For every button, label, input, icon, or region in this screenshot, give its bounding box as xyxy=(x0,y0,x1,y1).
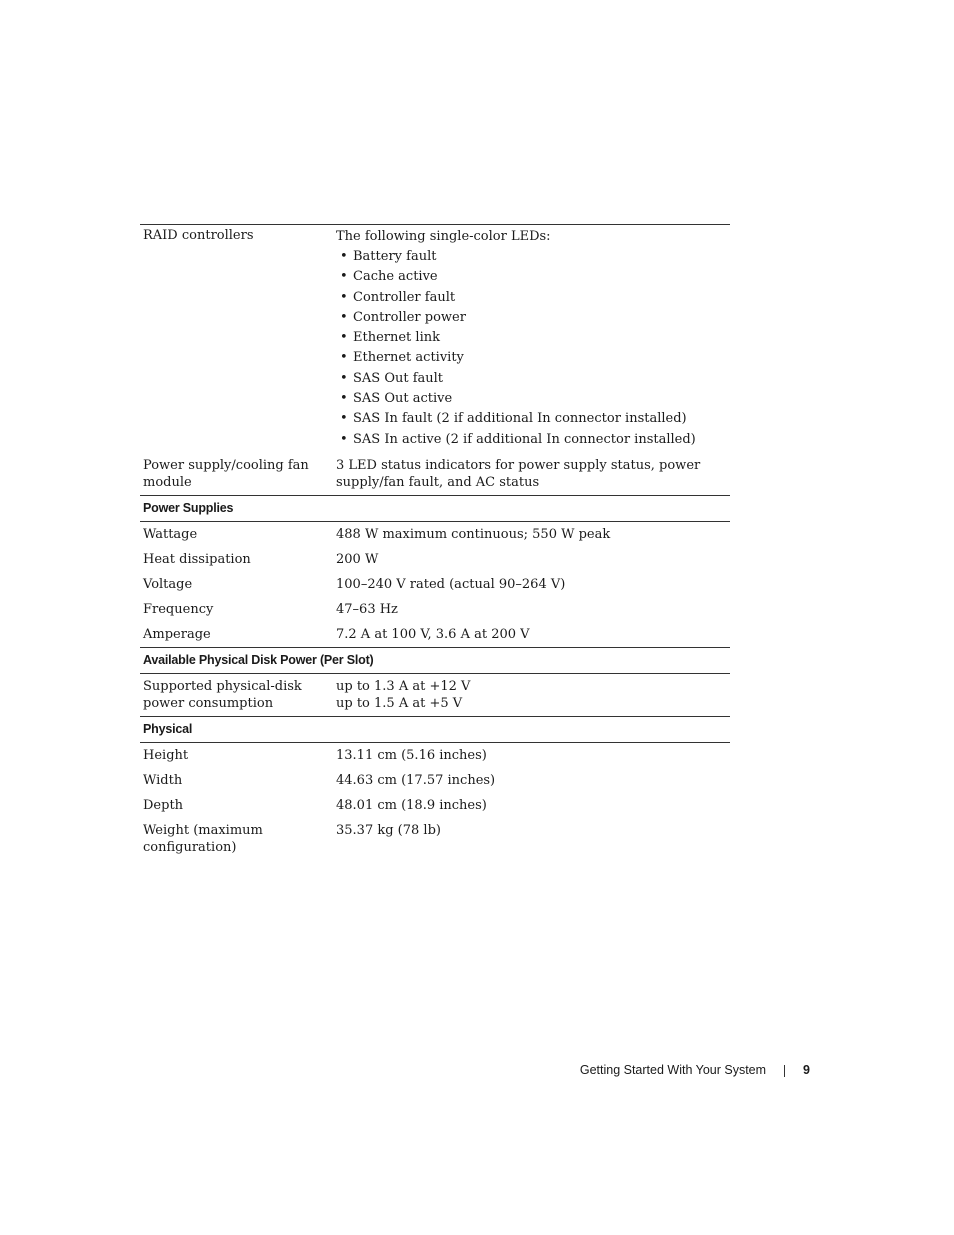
table-row xyxy=(140,768,730,793)
section-heading-disk-power: Available Physical Disk Power (Per Slot) xyxy=(140,648,730,674)
raid-controllers-label: RAID controllers xyxy=(143,228,254,243)
row-label: Depth xyxy=(143,797,184,813)
raid-controllers-row xyxy=(140,225,730,453)
psu-fan-row xyxy=(140,453,730,496)
disk-power-5v: up to 1.5 A at +5 V xyxy=(336,695,463,711)
page-number: 9 xyxy=(803,1063,810,1077)
row-label: Width xyxy=(143,772,183,788)
row-value: 13.11 cm (5.16 inches) xyxy=(336,747,487,763)
psu-fan-value: 3 LED status indicators for power supply status, power supply/fan fault, and AC status xyxy=(336,457,701,490)
row-value: 35.37 kg (78 lb) xyxy=(336,822,441,838)
row-value: 48.01 cm (18.9 inches) xyxy=(336,797,487,813)
row-value: 44.63 cm (17.57 inches) xyxy=(336,772,496,788)
section-heading-physical: Physical xyxy=(140,717,730,743)
spec-table xyxy=(140,224,730,860)
row-label: Amperage xyxy=(143,626,211,642)
table-row xyxy=(140,818,730,860)
disk-power-12v: up to 1.3 A at +12 V xyxy=(336,678,471,694)
list-item: • SAS In active (2 if additional In connector installed) xyxy=(336,430,730,450)
page-footer xyxy=(560,1062,810,1079)
list-item: • Controller fault xyxy=(336,288,730,308)
row-label: Wattage xyxy=(143,526,198,542)
section-heading-power-supplies: Power Supplies xyxy=(140,496,730,522)
row-value: 100–240 V rated (actual 90–264 V) xyxy=(336,576,566,592)
list-item: • SAS Out active xyxy=(336,389,730,409)
disk-power-label: Supported physical-disk power consumption xyxy=(143,678,302,711)
disk-power-value xyxy=(336,678,730,712)
table-row xyxy=(140,572,730,597)
row-label: Weight (maximum configuration) xyxy=(143,822,263,855)
raid-controllers-value xyxy=(336,227,730,450)
list-item: • Controller power xyxy=(336,308,730,328)
table-row xyxy=(140,743,730,768)
row-value: 7.2 A at 100 V, 3.6 A at 200 V xyxy=(336,626,530,642)
list-item: • Ethernet link xyxy=(336,328,730,348)
list-item: • SAS In fault (2 if additional In connector installed) xyxy=(336,409,730,429)
table-row xyxy=(140,547,730,572)
row-value: 47–63 Hz xyxy=(336,601,398,617)
footer-title: Getting Started With Your System xyxy=(579,1063,767,1077)
list-item: • Battery fault xyxy=(336,247,730,267)
row-value: 200 W xyxy=(336,551,379,567)
disk-power-row xyxy=(140,674,730,717)
list-item: • Cache active xyxy=(336,267,730,287)
row-value: 488 W maximum continuous; 550 W peak xyxy=(336,526,611,542)
footer-divider xyxy=(784,1065,785,1077)
row-label: Heat dissipation xyxy=(143,551,251,567)
list-item: • Ethernet activity xyxy=(336,348,730,368)
table-row xyxy=(140,793,730,818)
table-row xyxy=(140,597,730,622)
raid-led-list xyxy=(336,247,730,450)
table-row xyxy=(140,522,730,547)
raid-leds-intro: The following single-color LEDs: xyxy=(336,229,551,244)
row-label: Height xyxy=(143,747,189,763)
list-item: • SAS Out fault xyxy=(336,369,730,389)
table-row xyxy=(140,622,730,648)
row-label: Voltage xyxy=(143,576,193,592)
psu-fan-label: Power supply/cooling fan module xyxy=(143,457,309,490)
row-label: Frequency xyxy=(143,601,214,617)
